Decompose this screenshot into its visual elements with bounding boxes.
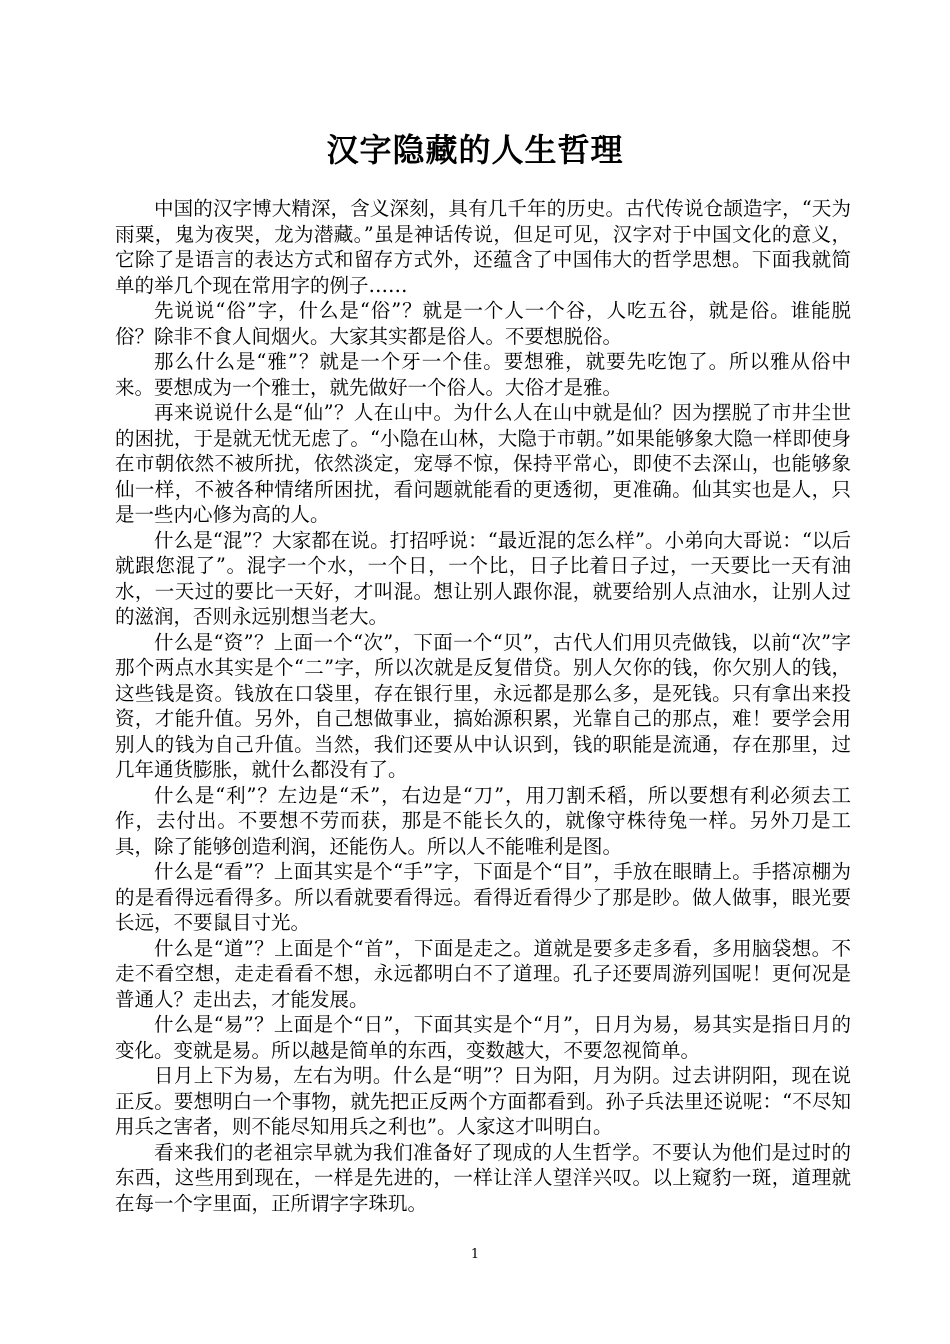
paragraph: 什么是“看”？上面其实是个“手”字，下面是个“目”，手放在眼睛上。手搭凉棚为的是看得远看得多。所以看就要看得远。看得近看得少了那是眇。做人做事，眼光要长远，不要鼠目寸光。	[115, 860, 851, 934]
document-title: 汉字隐藏的人生哲理	[326, 131, 624, 169]
paragraph: 日月上下为易，左右为明。什么是“明”？日为阳，月为阴。过去讲阴阳，现在说正反。要想明白一个事物，就先把正反两个方面都看到。孙子兵法里还说呢：“不尽知用兵之害者，则不能尽知用兵之利也”。人家这才叫明白。	[115, 1064, 851, 1138]
document-body	[115, 196, 851, 1216]
paragraph: 什么是“易”？上面是个“日”，下面其实是个“月”，日月为易，易其实是指日月的变化。变就是易。所以越是简单的东西，变数越大，不要忽视简单。	[115, 1013, 851, 1062]
paragraph: 什么是“道”？上面是个“首”，下面是走之。道就是要多走多看，多用脑袋想。不走不看空想，走走看看不想，永远都明白不了道理。孔子还要周游列国呢！更何况是普通人？走出去，才能发展。	[115, 936, 851, 1011]
paragraph: 那么什么是“雅”？就是一个牙一个佳。要想雅，就要先吃饱了。所以雅从俗中来。要想成为一个雅士，就先做好一个俗人。大俗才是雅。	[115, 350, 851, 399]
paragraph: 再来说说什么是“仙”？人在山中。为什么人在山中就是仙？因为摆脱了市井尘世的困扰，于是就无忧无虑了。“小隐在山林，大隐于市朝。”如果能够象大隐一样即使身在市朝依然不被所扰，依然淡定，宠辱不惊，保持平常心，即使不去深山，也能够象仙一样，不被各种情绪所困扰，看问题就能看的更透彻，更准确。仙其实也是人，只是一些内心修为高的人。	[115, 401, 851, 526]
paragraph: 先说说“俗”字，什么是“俗”？就是一个人一个谷，人吃五谷，就是俗。谁能脱俗？除非不食人间烟火。大家其实都是俗人。不要想脱俗。	[115, 299, 851, 348]
paragraph: 什么是“资”？上面一个“次”，下面一个“贝”，古代人们用贝壳做钱，以前“次”字那个两点水其实是个“二”字，所以次就是反复借贷。别人欠你的钱，你欠别人的钱，这些钱是资。钱放在口袋里，存在银行里，永远都是那么多，是死钱。只有拿出来投资，才能升值。另外，自己想做事业，搞始源积累，光靠自己的那点，难！要学会用别人的钱为自己升值。当然，我们还要从中认识到，钱的职能是流通，存在那里，过几年通货膨胀，就什么都没有了。	[115, 630, 851, 781]
page-number: 1	[470, 1247, 480, 1262]
paragraph: 什么是“混”？大家都在说。打招呼说：“最近混的怎么样”。小弟向大哥说：“以后就跟您混了”。混字一个水，一个日，一个比，日子比着日子过，一天要比一天有油水，一天过的要比一天好，才叫混。想让别人跟你混，就要给别人点油水，让别人过的滋润，否则永远别想当老大。	[115, 528, 851, 628]
paragraph: 看来我们的老祖宗早就为我们准备好了现成的人生哲学。不要认为他们是过时的东西，这些用到现在，一样是先进的，一样让洋人望洋兴叹。以上窥豹一斑，道理就在每一个字里面，正所谓字字珠玑。	[115, 1140, 851, 1215]
paragraph: 中国的汉字博大精深，含义深刻，具有几千年的历史。古代传说仓颉造字，“天为雨粟，鬼为夜哭，龙为潜藏。”虽是神话传说，但足可见，汉字对于中国文化的意义，它除了是语言的表达方式和留存方式外，还蕴含了中国伟大的哲学思想。下面我就简单的举几个现在常用字的例子……	[115, 197, 851, 297]
paragraph: 什么是“利”？左边是“禾”，右边是“刀”，用刀割禾稻，所以要想有利必须去工作，去付出。不要想不劳而获，那是不能长久的，就像守株待兔一样。另外刀是工具，除了能够创造利润，还能伤人。所以人不能唯利是图。	[115, 783, 851, 858]
